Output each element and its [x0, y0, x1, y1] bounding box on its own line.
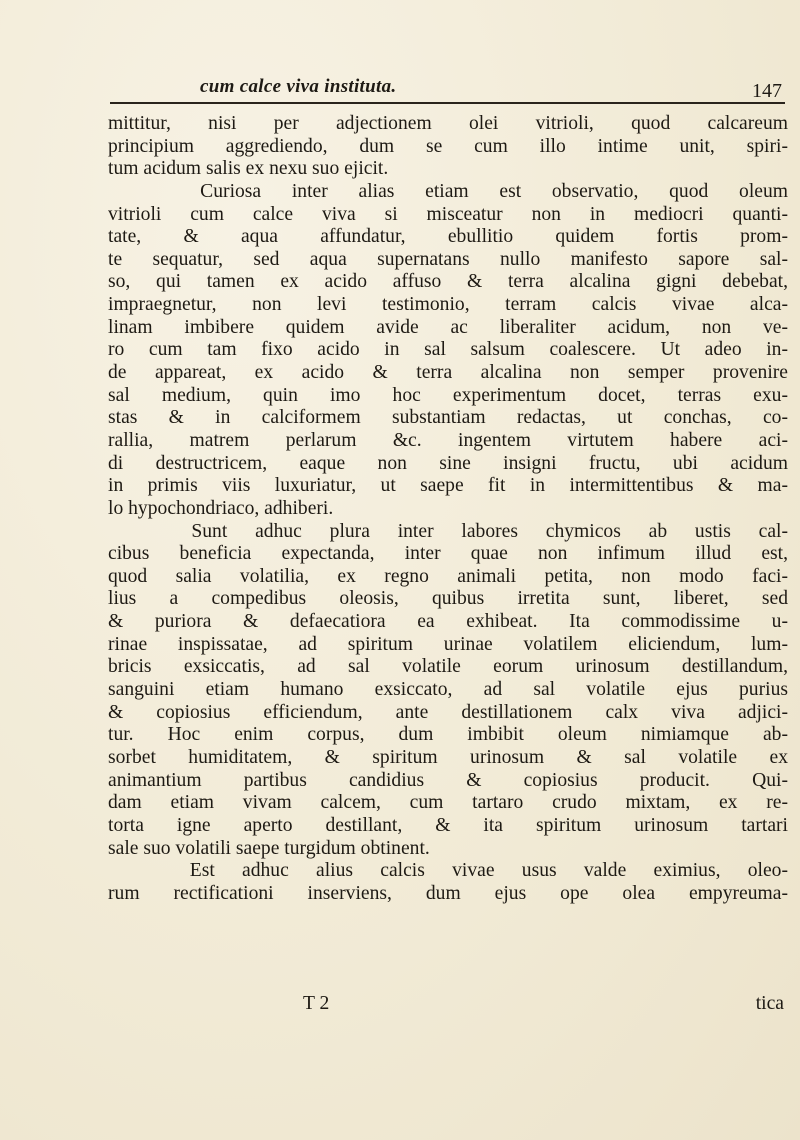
text-line: te sequatur, sed aqua supernatans nullo manifesto sapore sal-: [108, 248, 788, 270]
text-line: animantium partibus candidius & copiosius producit. Qui-: [108, 769, 788, 791]
text-line: sorbet humiditatem, & spiritum urinosum & sal volatile ex: [108, 746, 788, 768]
text-line: linam imbibere quidem avide ac liberaliter acidum, non ve-: [108, 316, 788, 338]
text-line: so, qui tamen ex acido affuso & terra alcalina gigni debebat,: [108, 271, 788, 293]
text-line: lo hypochondriaco, adhiberi.: [108, 497, 334, 519]
text-line: principium aggrediendo, dum se cum illo intime unit, spiri-: [108, 135, 788, 157]
text-line: Est adhuc alius calcis vivae usus valde eximius, oleo-: [108, 860, 788, 882]
text-line: bricis exsiccatis, ad sal volatile eorum urinosum destillandum,: [108, 656, 788, 678]
text-line: vitrioli cum calce viva si misceatur non in mediocri quanti-: [108, 203, 788, 225]
catchword: tica: [755, 993, 784, 1014]
text-line: Curiosa inter alias etiam est observatio, quod oleum: [108, 180, 788, 202]
text-line: sal medium, quin imo hoc experimentum docet, terras exu-: [108, 384, 788, 406]
text-line: impraegnetur, non levi testimonio, terram calcis vivae alca-: [108, 294, 788, 316]
body-text: [108, 113, 788, 905]
text-line: dam etiam vivam calcem, cum tartaro crudo mixtam, ex re-: [108, 792, 788, 814]
text-line: di destructricem, eaque non sine insigni fructu, ubi acidum: [108, 452, 788, 474]
text-line: ro cum tam fixo acido in sal salsum coalescere. Ut adeo in-: [108, 339, 788, 361]
text-line: rinae inspissatae, ad spiritum urinae volatilem eliciendum, lum-: [108, 633, 788, 655]
text-line: mittitur, nisi per adjectionem olei vitrioli, quod calcareum: [108, 113, 788, 134]
text-line: tate, & aqua affundatur, ebullitio quidem fortis prom-: [108, 226, 788, 248]
page-footer: [108, 993, 788, 1017]
text-line: de appareat, ex acido & terra alcalina non semper provenire: [108, 362, 788, 384]
text-line: rallia, matrem perlarum &c. ingentem virtutem habere aci-: [108, 429, 788, 451]
text-line: torta igne aperto destillant, & ita spiritum urinosum tartari: [108, 814, 788, 836]
text-line: cibus beneficia expectanda, inter quae non infimum illud est,: [108, 543, 788, 565]
text-line: & copiosius efficiendum, ante destillationem calx viva adjici-: [108, 701, 788, 723]
running-title: cum calce viva instituta.: [200, 76, 397, 97]
text-line: sale suo volatili saepe turgidum obtinent.: [108, 837, 430, 859]
text-line: Sunt adhuc plura inter labores chymicos ab ustis cal-: [108, 520, 788, 542]
signature-mark: T 2: [303, 993, 330, 1014]
header-rule: [110, 102, 785, 104]
text-line: rum rectificationi inserviens, dum ejus ope olea empyreuma-: [108, 882, 788, 904]
text-line: & puriora & defaecatiora ea exhibeat. Ita commodissime u-: [108, 611, 788, 633]
text-line: lius a compedibus oleosis, quibus irretita sunt, liberet, sed: [108, 588, 788, 610]
text-line: quod salia volatilia, ex regno animali petita, non modo faci-: [108, 565, 788, 587]
text-line: in primis viis luxuriatur, ut saepe fit in intermittentibus & ma-: [108, 475, 788, 497]
text-line: tur. Hoc enim corpus, dum imbibit oleum nimiamque ab-: [108, 724, 788, 746]
page-header: [110, 72, 790, 106]
text-line: stas & in calciformem substantiam redactas, ut conchas, co-: [108, 407, 788, 429]
page-number: 147: [752, 80, 782, 102]
text-line: tum acidum salis ex nexu suo ejicit.: [108, 158, 389, 180]
text-line: sanguini etiam humano exsiccato, ad sal volatile ejus purius: [108, 679, 788, 701]
